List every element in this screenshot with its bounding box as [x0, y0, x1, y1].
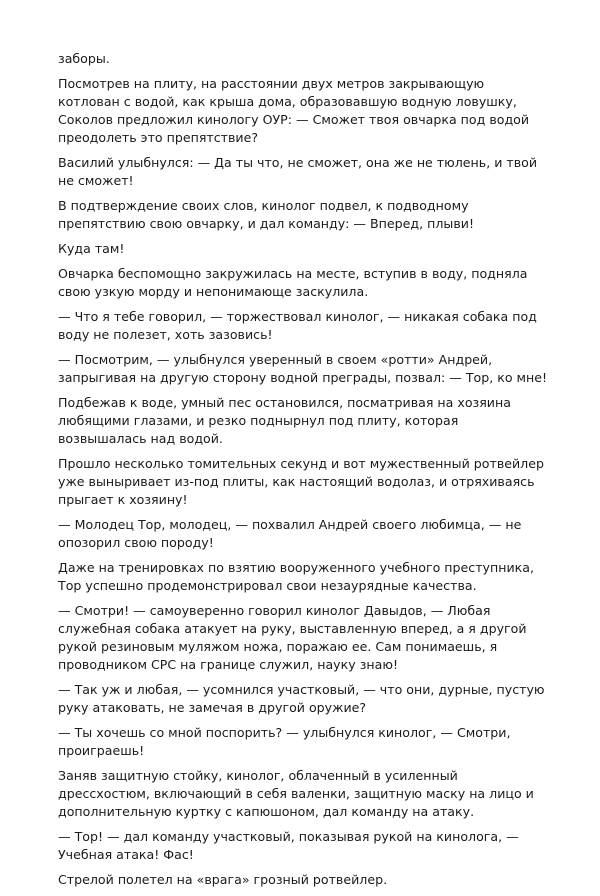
- paragraph: Василий улыбнулся: — Да ты что, не сможет, она же не тюлень, и твой не сможет!: [58, 155, 538, 188]
- paragraph: — Что я тебе говорил, — торжествовал кинолог, — никакая собака под воду не полезет, хоть зазовись!: [58, 309, 537, 342]
- paragraph: Посмотрев на плиту, на расстоянии двух метров закрывающую котлован с водой, как крыша дома, образовавшую водную ловушку, Соколов предложил кинологу ОУР: — Сможет твоя овчарка под водой преодолеть это препятствие?: [58, 76, 530, 145]
- paragraph: заборы.: [58, 51, 110, 66]
- paragraph: — Так уж и любая, — усомнился участковый, — что они, дурные, пустую руку атаковать, не замечая в другой оружие?: [58, 682, 545, 715]
- paragraph: Стрелой полетел на «врага» грозный ротвейлер.: [58, 872, 388, 887]
- paragraph: — Посмотрим, — улыбнулся уверенный в своем «ротти» Андрей, запрыгивая на другую сторону водной преграды, позвал: — Тор, ко мне!: [58, 352, 548, 385]
- document-page: [58, 50, 548, 896]
- paragraph: В подтверждение своих слов, кинолог подвел, к подводному препятствию свою овчарку, и дал команду: — Вперед, плыви!: [58, 198, 474, 231]
- paragraph: Овчарка беспомощно закружилась на месте, вступив в воду, подняла свою узкую морду и непонимающе заскулила.: [58, 266, 528, 299]
- paragraph: Даже на тренировках по взятию вооруженного учебного преступника, Тор успешно продемонстрировал свои незаурядные качества.: [58, 560, 534, 593]
- paragraph: — Ты хочешь со мной поспорить? — улыбнулся кинолог, — Смотри, проиграешь!: [58, 725, 511, 758]
- paragraph: — Тор! — дал команду участковый, показывая рукой на кинолога, — Учебная атака! Фас!: [58, 829, 519, 862]
- paragraph: — Смотри! — самоуверенно говорил кинолог Давыдов, — Любая служебная собака атакует на руку, выставленную вперед, а я другой рукой резиновым муляжом ножа, поражаю ее. Сам понимаешь, я проводником СРС на границе служил, науку знаю!: [58, 603, 527, 672]
- paragraph: Подбежав к воде, умный пес остановился, посматривая на хозяина любящими глазами, и резко поднырнул под плиту, которая возвышалась над водой.: [58, 395, 511, 446]
- paragraph: Куда там!: [58, 241, 125, 256]
- paragraph: Заняв защитную стойку, кинолог, облаченный в усиленный дрессхостюм, включающий в себя валенки, защитную маску на лицо и дополнительную куртку с капюшоном, дал команду на атаку.: [58, 768, 534, 819]
- paragraph: — Молодец Тор, молодец, — похвалил Андрей своего любимца, — не опозорил свою породу!: [58, 517, 522, 550]
- paragraph: Прошло несколько томительных секунд и вот мужественный ротвейлер уже выныривает из-под плиты, как настоящий водолаз, и отряхиваясь прыгает к хозяину!: [58, 456, 544, 507]
